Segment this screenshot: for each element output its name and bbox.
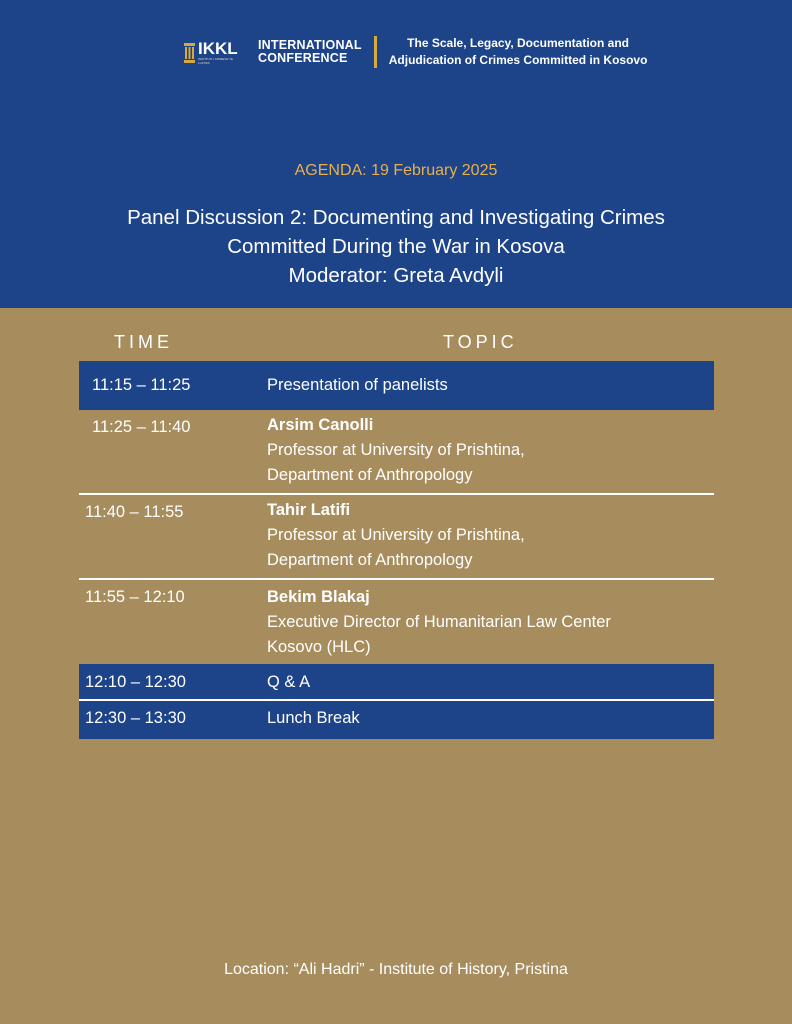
logo-wordmark: IKKL <box>198 38 238 58</box>
time-column-header: TIME <box>114 332 173 352</box>
row-time: 11:15 – 11:25 <box>92 376 191 394</box>
ikkl-logo <box>184 39 242 65</box>
row-time: 11:25 – 11:40 <box>92 418 191 436</box>
speaker-name: Bekim Blakaj <box>267 588 370 606</box>
panel-title-line-1: Panel Discussion 2: Documenting and Investigating Crimes <box>127 206 665 229</box>
speaker-role: Professor at University of Prishtina, <box>267 526 525 544</box>
row-topic <box>267 498 525 573</box>
row-topic: Q & A <box>267 673 311 691</box>
table-row <box>79 580 714 664</box>
conference-label: INTERNATIONAL CONFERENCE <box>258 38 362 65</box>
speaker-role: Professor at University of Prishtina, <box>267 441 525 459</box>
speaker-department: Department of Anthropology <box>267 466 473 484</box>
header-divider <box>374 36 377 68</box>
panel-title-line-2: Committed During the War in Kosova <box>227 235 565 258</box>
moderator: Moderator: Greta Avdyli <box>288 264 504 287</box>
conference-header <box>184 32 647 72</box>
row-topic: Presentation of panelists <box>267 376 448 394</box>
row-time: 12:10 – 12:30 <box>85 673 186 691</box>
row-topic: Lunch Break <box>267 709 360 727</box>
row-time: 11:55 – 12:10 <box>85 588 185 606</box>
agenda-date: AGENDA: 19 February 2025 <box>294 162 498 179</box>
panel-heading <box>0 203 792 290</box>
row-time: 12:30 – 13:30 <box>85 709 186 727</box>
table-row <box>79 361 714 410</box>
speaker-department: Kosovo (HLC) <box>267 638 371 656</box>
speaker-name: Arsim Canolli <box>267 416 374 434</box>
logo-caption: INSTITUTI I KRIMEVE TE LUFTES <box>198 56 233 65</box>
row-time: 11:40 – 11:55 <box>85 503 184 521</box>
speaker-name: Tahir Latifi <box>267 501 351 519</box>
speaker-department: Department of Anthropology <box>267 551 473 569</box>
table-row <box>79 495 714 580</box>
table-row <box>79 701 714 739</box>
topic-column-header: TOPIC <box>443 332 518 352</box>
table-row <box>79 664 714 701</box>
speaker-role: Executive Director of Humanitarian Law Center <box>267 613 611 631</box>
row-topic <box>267 413 525 488</box>
row-topic <box>267 585 611 660</box>
logo-mark-icon <box>184 39 195 65</box>
table-row <box>79 410 714 495</box>
conference-title: The Scale, Legacy, Documentation and Adjudication of Crimes Committed in Kosovo <box>388 36 648 67</box>
location-footer: Location: “Ali Hadri” - Institute of History, Pristina <box>224 961 568 978</box>
